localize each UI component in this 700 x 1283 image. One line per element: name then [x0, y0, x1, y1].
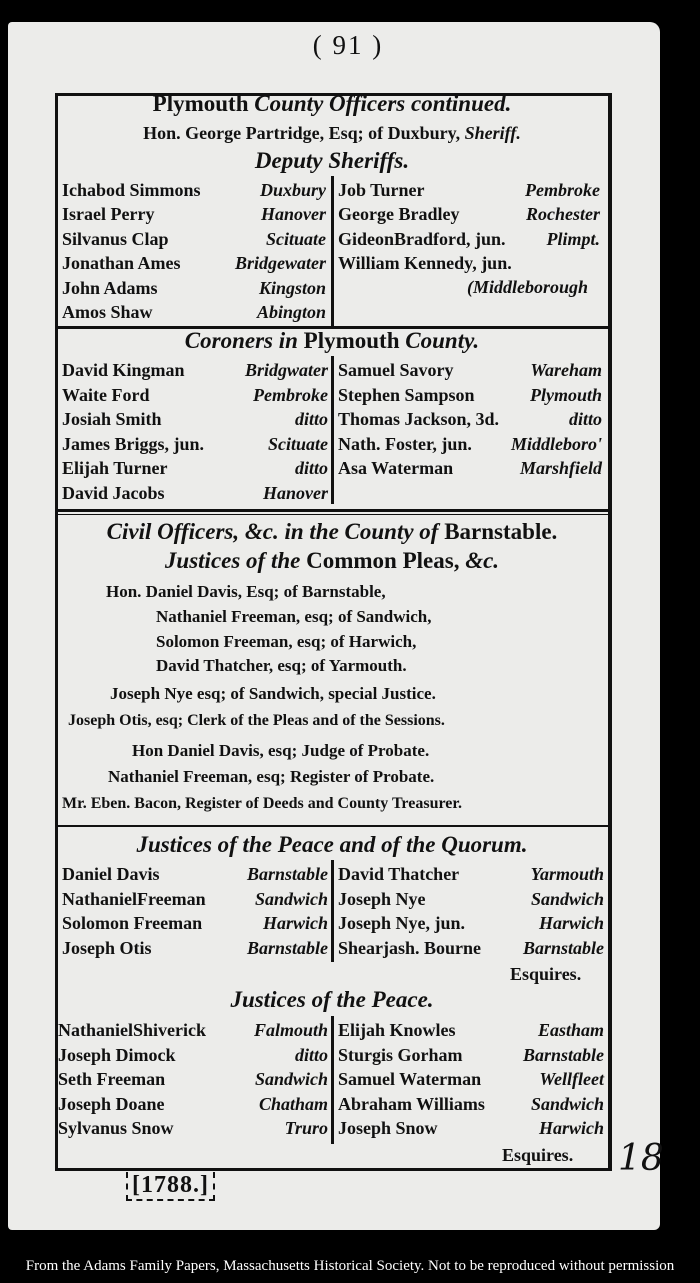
coroner-row — [62, 483, 328, 507]
coroner-row-place: ditto — [294, 409, 328, 429]
quorum-row — [62, 913, 328, 937]
peace-row-name: Sturgis Gorham — [338, 1044, 463, 1065]
coroner-row-name: Waite Ford — [62, 384, 150, 405]
deputy-row — [62, 278, 326, 302]
catalog-mark: [1788.] — [126, 1172, 215, 1201]
coroner-row — [62, 434, 328, 458]
deputy-sheriffs-heading: Deputy Sheriffs. — [254, 148, 410, 173]
quorum-row-name: Joseph Nye, jun. — [338, 913, 466, 933]
peace-row-place: Wellfleet — [539, 1069, 604, 1090]
coroner-row-place: Marshfield — [519, 458, 602, 478]
coroners-heading-italic: Coroners in — [184, 328, 298, 353]
coroner-row-place: Pembroke — [253, 384, 328, 405]
deputy-row-place: Abington — [256, 302, 326, 322]
deputies-divider — [331, 176, 334, 326]
quorum-row-place: Barnstable — [522, 937, 604, 958]
coroner-row-place: Middleboro' — [510, 433, 602, 454]
peace-row — [58, 1020, 328, 1044]
deputy-row-name: William Kennedy, jun. — [338, 253, 512, 274]
quorum-esquires: Esquires. — [510, 964, 582, 984]
page-number: ( 91 ) — [312, 30, 384, 60]
peace-row-name: Elijah Knowles — [338, 1020, 456, 1040]
quorum-row-place: Sandwich — [530, 888, 604, 909]
coroner-row-name: Elijah Turner — [62, 458, 168, 478]
plymouth-title-roman: Plymouth — [152, 91, 249, 116]
deputy-row — [338, 253, 600, 277]
coroner-row-name: Nath. Foster, jun. — [338, 433, 472, 454]
deputy-extra-place-text: (Middleborough — [466, 277, 588, 297]
separator-pleas-quorum — [55, 825, 608, 827]
pleas-line: Joseph Nye esq; of Sandwich, special Justice. — [110, 684, 436, 703]
peace-row — [58, 1045, 328, 1069]
deputy-row-place: Bridgewater — [234, 253, 326, 274]
peace-row-name: Joseph Dimock — [58, 1044, 176, 1065]
peace-row-place: Truro — [284, 1118, 328, 1139]
pleas-line: Hon Daniel Davis, esq; Judge of Probate. — [132, 741, 430, 760]
plymouth-title — [58, 91, 606, 117]
quorum-row — [338, 913, 604, 937]
quorum-row-place: Sandwich — [254, 888, 328, 909]
peace-row — [338, 1020, 604, 1044]
deputy-row — [338, 180, 600, 204]
quorum-row-place: Barnstable — [246, 864, 328, 884]
deputy-row-name: Jonathan Ames — [62, 253, 181, 274]
quorum-row-name: Daniel Davis — [62, 864, 160, 884]
quorum-heading: Justices of the Peace and of the Quorum. — [136, 832, 528, 857]
coroner-row-place: ditto — [294, 458, 328, 478]
deputy-row-name: John Adams — [62, 277, 158, 298]
peace-row — [58, 1118, 328, 1142]
deputy-row-name: Amos Shaw — [62, 302, 153, 322]
coroner-row-name: Stephen Sampson — [338, 384, 475, 405]
peace-row — [58, 1094, 328, 1118]
deputy-row — [62, 229, 326, 253]
quorum-row — [62, 864, 328, 888]
deputy-row-place: Hanover — [261, 204, 326, 225]
deputy-row — [338, 204, 600, 228]
coroner-row-name: James Briggs, jun. — [62, 433, 205, 454]
peace-esquires: Esquires. — [502, 1145, 574, 1165]
coroner-row — [62, 385, 328, 409]
quorum-row-place: Barnstable — [246, 937, 328, 958]
deputy-row-place: Plimpt. — [546, 228, 600, 249]
deputy-row-place: Pembroke — [525, 180, 600, 200]
quorum-row — [62, 938, 328, 962]
pleas-line: Mr. Eben. Bacon, Register of Deeds and County Treasurer. — [62, 795, 463, 812]
quorum-row-name: Joseph Otis — [62, 937, 152, 958]
coroners-heading — [58, 328, 606, 354]
coroner-row-name: Samuel Savory — [338, 360, 454, 380]
coroners-divider — [331, 356, 334, 504]
separator-plymouth-barnstable-2 — [55, 514, 608, 515]
peace-heading: Justices of the Peace. — [230, 987, 434, 1012]
sheriff-name: Hon. George Partridge, Esq; of Duxbury, — [143, 123, 461, 143]
coroner-row-place: Hanover — [263, 482, 328, 503]
peace-row-place: Barnstable — [522, 1044, 604, 1065]
pleas-line: Joseph Otis, esq; Clerk of the Pleas and of the Sessions. — [68, 712, 445, 729]
plymouth-title-italic: County Officers continued. — [254, 91, 512, 116]
deputy-row — [338, 229, 600, 253]
peace-row-place: Sandwich — [530, 1093, 604, 1114]
quorum-row-name: Shearjash. Bourne — [338, 937, 482, 958]
deputy-row-name: Israel Perry — [62, 204, 155, 225]
peace-row — [338, 1118, 604, 1142]
peace-row-place: ditto — [294, 1044, 328, 1065]
coroners-heading-roman: Plymouth — [303, 328, 400, 353]
barnstable-heading — [58, 519, 606, 545]
coroner-row — [338, 458, 602, 482]
quorum-row — [62, 889, 328, 913]
peace-row-place: Chatham — [258, 1093, 328, 1114]
barnstable-heading-italic: Civil Officers, &c. in the County of — [106, 519, 439, 544]
coroner-row-place: Plymouth — [529, 384, 602, 405]
quorum-row-place: Harwich — [262, 913, 328, 933]
pleas-line: Nathaniel Freeman, esq; Register of Probate. — [108, 767, 435, 786]
sheriff-title: Sheriff. — [464, 123, 521, 143]
peace-row-name: NathanielShiverick — [58, 1020, 207, 1040]
quorum-row-place: Harwich — [538, 913, 604, 933]
quorum-row-name: David Thatcher — [338, 864, 460, 884]
quorum-row-name: Solomon Freeman — [62, 913, 203, 933]
pleas-line: Nathaniel Freeman, esq; of Sandwich, — [156, 607, 432, 626]
coroner-row-name: Thomas Jackson, 3d. — [338, 409, 500, 429]
coroner-row — [338, 385, 602, 409]
peace-row-place: Sandwich — [254, 1069, 328, 1090]
deputy-row-name: GideonBradford, jun. — [338, 228, 506, 249]
coroner-row — [62, 409, 328, 433]
deputy-row-place: Rochester — [526, 204, 600, 225]
deputy-row — [62, 302, 326, 326]
peace-row — [338, 1045, 604, 1069]
deputy-row-place: Duxbury — [259, 180, 326, 200]
peace-row-name: Seth Freeman — [58, 1069, 166, 1090]
copyright-footer: From the Adams Family Papers, Massachusetts Historical Society. Not to be reproduced without permission — [25, 1258, 675, 1274]
coroner-row-place: Wareham — [530, 360, 602, 380]
coroner-row-place: ditto — [568, 409, 602, 429]
peace-row-place: Harwich — [538, 1118, 604, 1139]
deputy-row-place: Kingston — [258, 277, 326, 298]
deputy-row-place: Scituate — [265, 228, 326, 249]
coroner-row — [338, 360, 602, 384]
coroner-row — [62, 458, 328, 482]
peace-row-name: Sylvanus Snow — [58, 1118, 174, 1139]
quorum-row-name: NathanielFreeman — [62, 888, 206, 909]
deputy-row-name: George Bradley — [338, 204, 460, 225]
peace-row — [338, 1094, 604, 1118]
coroner-row-place: Scituate — [267, 433, 328, 454]
coroner-row-place: Bridgwater — [244, 360, 328, 380]
quorum-row — [338, 889, 604, 913]
quorum-row-place: Yarmouth — [530, 864, 604, 884]
quorum-row — [338, 938, 604, 962]
coroner-row-name: Josiah Smith — [62, 409, 162, 429]
common-pleas-heading-roman: Common Pleas, — [306, 548, 460, 573]
barnstable-heading-roman: Barnstable. — [444, 519, 558, 544]
common-pleas-heading — [58, 548, 606, 574]
common-pleas-heading-end: &c. — [465, 548, 500, 573]
peace-row — [338, 1069, 604, 1093]
coroner-row — [338, 409, 602, 433]
quorum-row — [338, 864, 604, 888]
separator-plymouth-barnstable — [55, 509, 608, 512]
folio-mark: 18 — [618, 1138, 664, 1179]
sheriff-line — [58, 123, 606, 144]
peace-row-name: Joseph Doane — [58, 1093, 165, 1114]
peace-row-name: Joseph Snow — [338, 1118, 438, 1139]
coroner-row-name: David Kingman — [62, 360, 185, 380]
peace-row-name: Samuel Waterman — [338, 1069, 482, 1090]
coroners-heading-end: County. — [405, 328, 480, 353]
pleas-line: Hon. Daniel Davis, Esq; of Barnstable, — [106, 582, 386, 601]
peace-row — [58, 1069, 328, 1093]
quorum-divider — [331, 860, 334, 962]
deputy-row — [62, 253, 326, 277]
coroner-row-name: Asa Waterman — [338, 458, 454, 478]
coroner-row — [62, 360, 328, 384]
peace-row-place: Falmouth — [253, 1020, 328, 1040]
deputy-row — [62, 180, 326, 204]
deputy-row-name: Silvanus Clap — [62, 228, 169, 249]
common-pleas-heading-italic: Justices of the — [164, 548, 301, 573]
deputy-extra-place — [340, 277, 588, 301]
peace-divider — [331, 1016, 334, 1144]
coroner-row-name: David Jacobs — [62, 482, 165, 503]
peace-row-place: Eastham — [537, 1020, 604, 1040]
peace-row-name: Abraham Williams — [338, 1093, 485, 1114]
deputy-row — [62, 204, 326, 228]
coroner-row — [338, 434, 602, 458]
deputy-row-name: Ichabod Simmons — [62, 180, 201, 200]
deputy-row-name: Job Turner — [338, 180, 425, 200]
quorum-row-name: Joseph Nye — [338, 888, 426, 909]
pleas-line: Solomon Freeman, esq; of Harwich, — [156, 632, 417, 651]
pleas-line: David Thatcher, esq; of Yarmouth. — [156, 656, 407, 675]
